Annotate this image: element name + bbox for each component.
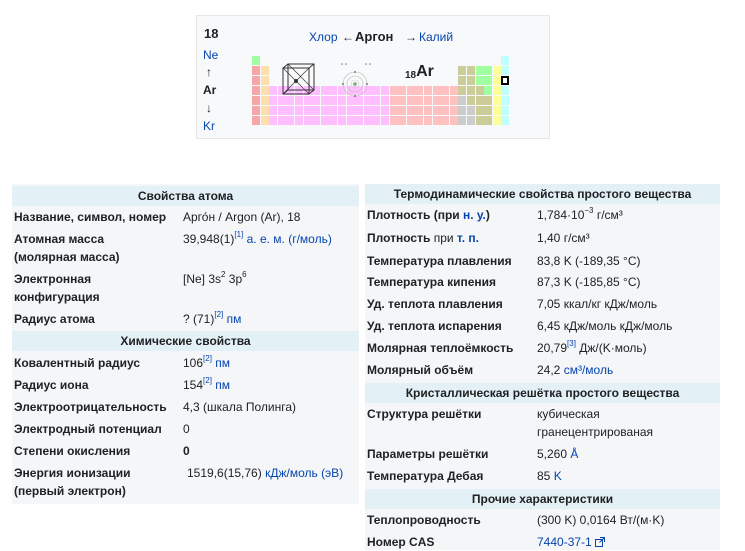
row-value: 5,260 — [537, 447, 568, 461]
external-link-icon[interactable] — [595, 537, 605, 547]
periodic-cell — [441, 86, 449, 95]
periodic-cell — [407, 86, 415, 95]
periodic-cell — [329, 86, 337, 95]
row-value: 154 — [183, 378, 204, 392]
periodic-cell — [372, 106, 380, 115]
atom-model-icon — [341, 70, 369, 98]
periodic-cell — [493, 76, 501, 85]
periodic-cell — [381, 86, 389, 95]
other-properties-header: Прочие характеристики — [365, 489, 720, 509]
periodic-cell — [398, 86, 406, 95]
periodic-cell — [424, 96, 432, 105]
config-sup: 6 — [242, 270, 247, 279]
atom-model-dots — [340, 62, 372, 66]
periodic-cell — [450, 106, 458, 115]
above-element-link[interactable]: Ne — [203, 48, 219, 62]
periodic-cell — [415, 86, 423, 95]
atom-properties-table — [12, 184, 359, 504]
periodic-cell — [261, 86, 269, 95]
row-label: Теплопроводность — [367, 513, 481, 527]
row-value: 0 — [183, 444, 190, 458]
periodic-cell — [278, 116, 286, 125]
periodic-cell — [458, 106, 466, 115]
periodic-cell — [450, 96, 458, 105]
periodic-cell — [458, 116, 466, 125]
row-label: Электроотрицательность — [14, 400, 167, 414]
row-label-line2: конфигурация — [14, 290, 100, 304]
row-label: Степени окисления — [14, 444, 131, 458]
reference-link[interactable]: [2] — [214, 310, 224, 319]
periodic-cell — [304, 106, 312, 115]
periodic-cell — [467, 76, 475, 85]
element-symbol — [405, 63, 434, 81]
periodic-cell — [252, 66, 260, 75]
unit-link[interactable]: кДж/моль (эВ) — [265, 466, 344, 480]
periodic-cell — [329, 106, 337, 115]
row-value: 7,05 ккал/кг кДж/моль — [537, 297, 658, 311]
atomic-number: 18 — [405, 70, 417, 81]
periodic-cell — [476, 96, 484, 105]
periodic-cell — [467, 106, 475, 115]
periodic-cell — [433, 106, 441, 115]
row-value: 106 — [183, 356, 204, 370]
cas-number-link[interactable]: 7440-37-1 — [537, 535, 592, 549]
row-label: Плотность — [367, 208, 431, 222]
row-value: 6,45 кДж/моль кДж/моль — [537, 319, 673, 333]
periodic-cell — [355, 106, 363, 115]
row-value-unit: г/см³ — [593, 208, 623, 222]
periodic-cell — [458, 96, 466, 105]
periodic-cell — [390, 86, 398, 95]
periodic-cell — [372, 86, 380, 95]
config-part: [Ne] 3s — [183, 272, 222, 286]
periodic-cell — [355, 116, 363, 125]
periodic-cell — [493, 86, 501, 95]
periodic-cell — [269, 96, 277, 105]
periodic-cell — [476, 106, 484, 115]
periodic-cell — [338, 116, 346, 125]
periodic-cell — [476, 86, 484, 95]
periodic-cell — [269, 106, 277, 115]
periodic-cell — [398, 106, 406, 115]
atom-properties-header: Свойства атома — [12, 186, 359, 206]
periodic-cell — [347, 116, 355, 125]
row-value: Арго́н / Argon (Ar), 18 — [183, 210, 301, 224]
row-label-end: ) — [485, 208, 490, 222]
row-label: Электродный потенциал — [14, 422, 162, 436]
row-value: ? (71) — [183, 312, 215, 326]
row-label: Номер CAS — [367, 535, 435, 549]
periodic-cell — [304, 116, 312, 125]
periodic-cell — [390, 96, 398, 105]
unit-link[interactable]: а. е. м. (г/моль) — [246, 232, 332, 246]
row-label: Температура Дебая — [367, 469, 484, 483]
periodic-cell — [398, 96, 406, 105]
crystal-structure-icon — [280, 60, 316, 102]
row-value-unit: Дж/(K·моль) — [575, 341, 647, 355]
row-value-line2: гранецентрированая — [537, 425, 653, 439]
periodic-cell — [261, 76, 269, 85]
conditions-link[interactable]: т. п. — [456, 231, 479, 245]
row-value: 1,784·10 — [537, 208, 585, 222]
periodic-cell — [278, 106, 286, 115]
row-label: Уд. теплота плавления — [367, 297, 503, 311]
periodic-cell — [269, 116, 277, 125]
periodic-cell — [321, 116, 329, 125]
row-label-line2: (молярная масса) — [14, 250, 120, 264]
row-value: 85 — [537, 469, 551, 483]
current-element-title: Аргон — [355, 29, 394, 44]
periodic-cell — [364, 106, 372, 115]
row-label: Радиус атома — [14, 312, 95, 326]
periodic-cell — [338, 106, 346, 115]
periodic-cell — [252, 56, 260, 65]
reference-link[interactable]: [2] — [203, 354, 212, 363]
periodic-cell — [407, 106, 415, 115]
reference-link[interactable]: [3] — [567, 339, 576, 348]
row-label: Структура решётки — [367, 407, 482, 421]
periodic-cell — [286, 106, 294, 115]
periodic-cell — [493, 66, 501, 75]
periodic-cell — [261, 116, 269, 125]
crystal-lattice-header: Кристаллическая решётка простого вещества — [365, 383, 720, 403]
periodic-cell — [252, 116, 260, 125]
periodic-cell — [261, 106, 269, 115]
chemical-properties-header: Химические свойства — [12, 331, 359, 351]
periodic-cell — [364, 116, 372, 125]
periodic-cell — [321, 96, 329, 105]
row-value: 1,40 г/см³ — [537, 231, 590, 245]
periodic-cell — [295, 116, 303, 125]
periodic-cell — [467, 116, 475, 125]
row-label: Уд. теплота испарения — [367, 319, 502, 333]
periodic-cell — [372, 116, 380, 125]
row-label: Атомная масса — [14, 232, 105, 246]
row-value: 1519,6(15,76) — [187, 466, 262, 480]
periodic-cell — [329, 116, 337, 125]
periodic-cell — [407, 116, 415, 125]
row-label: Температура кипения — [367, 275, 497, 289]
row-label: Молярный объём — [367, 363, 474, 377]
periodic-cell — [372, 96, 380, 105]
row-label-rest: (при — [430, 208, 460, 222]
row-value: 83,8 K (-189,35 °C) — [537, 254, 641, 268]
periodic-cell — [415, 96, 423, 105]
periodic-cell — [415, 116, 423, 125]
periodic-cell — [390, 116, 398, 125]
thermo-properties-header: Термодинамические свойства простого вещества — [365, 184, 720, 204]
periodic-cell — [381, 116, 389, 125]
row-value: (300 K) 0,0164 Вт/(м·K) — [537, 513, 665, 527]
row-label: Плотность — [367, 231, 431, 245]
periodic-cell — [467, 86, 475, 95]
unit-link[interactable]: см³/моль — [563, 363, 614, 377]
row-label: Электронная — [14, 272, 92, 286]
periodic-cell — [381, 96, 389, 105]
right-arrow: → — [405, 30, 417, 44]
periodic-cell — [441, 106, 449, 115]
periodic-cell — [484, 66, 492, 75]
reference-link[interactable]: [1] — [234, 230, 244, 239]
periodic-cell — [476, 66, 484, 75]
periodic-cell — [458, 66, 466, 75]
row-value: 24,2 — [537, 363, 561, 377]
periodic-cell — [252, 96, 260, 105]
periodic-cell — [441, 116, 449, 125]
row-value: 87,3 K (-185,85 °C) — [537, 275, 641, 289]
periodic-cell — [476, 116, 484, 125]
unit-link[interactable]: пм — [215, 378, 231, 392]
group-number: 18 — [204, 26, 219, 41]
periodic-cell — [493, 96, 501, 105]
row-label: Параметры решётки — [367, 447, 489, 461]
periodic-cell — [441, 96, 449, 105]
left-arrow: ← — [342, 30, 354, 44]
periodic-cell — [458, 86, 466, 95]
self-element: Ar — [203, 83, 217, 97]
periodic-cell — [329, 96, 337, 105]
row-label: Температура плавления — [367, 254, 512, 268]
periodic-cell — [252, 76, 260, 85]
conditions-link[interactable]: н. у. — [463, 208, 486, 222]
unit-link[interactable]: K — [553, 469, 562, 483]
exponent: −3 — [584, 206, 594, 215]
unit-link[interactable]: Å — [570, 447, 579, 461]
periodic-cell — [424, 116, 432, 125]
periodic-cell — [493, 106, 501, 115]
periodic-cell — [424, 106, 432, 115]
periodic-cell — [450, 86, 458, 95]
periodic-cell — [458, 76, 466, 85]
periodic-cell — [390, 106, 398, 115]
periodic-cell — [501, 106, 509, 115]
periodic-cell — [484, 86, 492, 95]
periodic-cell — [476, 76, 484, 85]
thermo-properties-table — [365, 184, 720, 550]
periodic-cell — [501, 96, 509, 105]
row-label-rest: при — [430, 231, 454, 245]
periodic-cell — [347, 106, 355, 115]
periodic-cell — [433, 86, 441, 95]
periodic-cell — [398, 116, 406, 125]
periodic-cell — [286, 116, 294, 125]
periodic-cell — [407, 96, 415, 105]
periodic-cell — [467, 66, 475, 75]
row-label: Энергия ионизации — [14, 466, 131, 480]
row-label: Молярная теплоёмкость — [367, 341, 514, 355]
periodic-cell — [252, 86, 260, 95]
row-label: Ковалентный радиус — [14, 356, 141, 370]
periodic-cell — [467, 96, 475, 105]
periodic-cell — [415, 106, 423, 115]
periodic-cell — [321, 106, 329, 115]
periodic-cell — [501, 116, 509, 125]
row-value: 20,79 — [537, 341, 568, 355]
periodic-cell — [484, 116, 492, 125]
periodic-cell — [261, 96, 269, 105]
periodic-cell — [484, 76, 492, 85]
symbol-text: Ar — [416, 63, 434, 80]
periodic-cell — [312, 116, 320, 125]
row-label: Название, символ, номер — [14, 210, 167, 224]
config-sup: 2 — [221, 270, 226, 279]
config-part: 3p — [225, 272, 243, 286]
periodic-cell — [501, 76, 509, 85]
periodic-cell — [501, 66, 509, 75]
prev-element-link[interactable]: Хлор — [309, 30, 338, 44]
row-value: 0 — [183, 422, 190, 436]
periodic-cell — [484, 96, 492, 105]
periodic-cell — [493, 116, 501, 125]
below-element-link[interactable]: Kr — [203, 119, 215, 133]
row-label-line2: (первый электрон) — [14, 484, 126, 498]
unit-link[interactable]: пм — [226, 312, 242, 326]
up-arrow: ↑ — [206, 65, 212, 79]
periodic-cell — [381, 106, 389, 115]
periodic-cell — [450, 116, 458, 125]
next-element-link[interactable]: Калий — [419, 30, 454, 44]
row-value: 39,948(1) — [183, 232, 235, 246]
periodic-cell — [252, 106, 260, 115]
unit-link[interactable]: пм — [215, 356, 231, 370]
down-arrow: ↓ — [206, 101, 212, 115]
periodic-cell — [312, 106, 320, 115]
reference-link[interactable]: [2] — [203, 376, 212, 385]
periodic-cell — [424, 86, 432, 95]
periodic-cell — [501, 56, 509, 65]
periodic-cell — [433, 96, 441, 105]
periodic-cell — [484, 106, 492, 115]
row-label: Радиус иона — [14, 378, 89, 392]
periodic-cell — [433, 116, 441, 125]
row-value: кубическая — [537, 407, 600, 421]
periodic-cell — [501, 86, 509, 95]
periodic-cell — [295, 106, 303, 115]
periodic-cell — [261, 66, 269, 75]
periodic-cell — [269, 86, 277, 95]
periodic-cell — [321, 86, 329, 95]
row-value: 4,3 (шкала Полинга) — [183, 400, 296, 414]
